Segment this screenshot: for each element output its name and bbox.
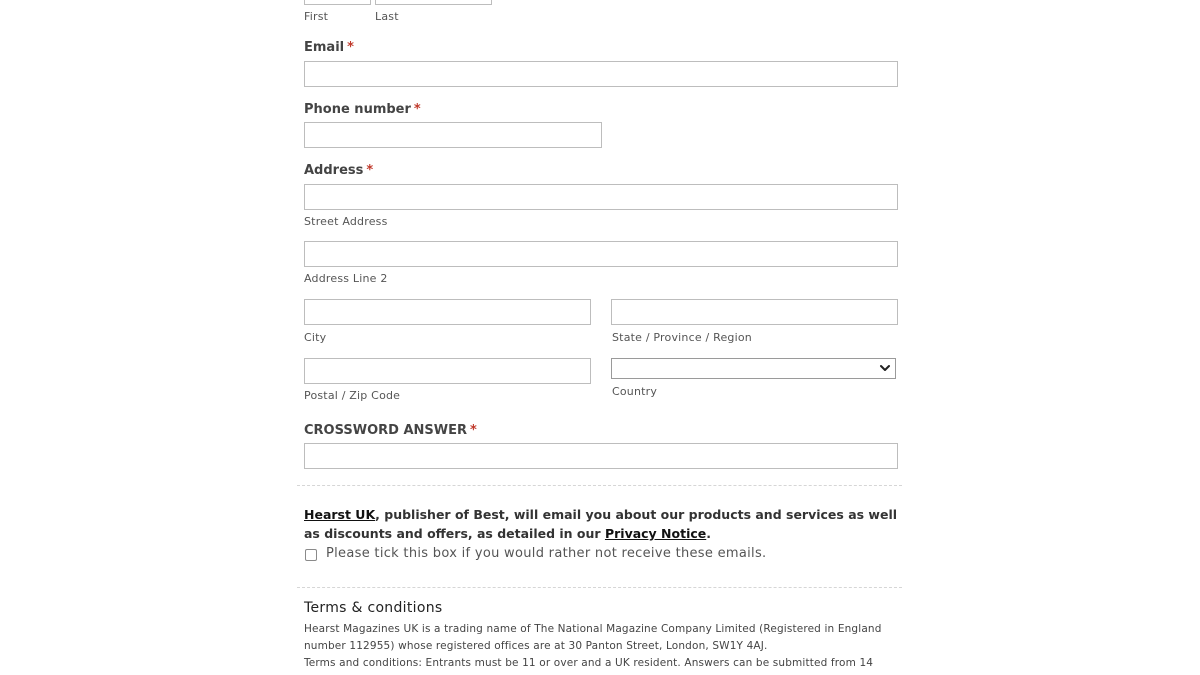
street-address-input[interactable] (304, 184, 898, 210)
required-asterisk: * (413, 102, 421, 117)
postal-code-sublabel: Postal / Zip Code (304, 389, 401, 402)
city-input[interactable] (304, 299, 591, 325)
consent-text-part1: , publisher of Best, will email you about our products and services as well as discounts and offers, as detailed in our (304, 507, 898, 541)
postal-code-input[interactable] (304, 358, 591, 384)
country-sublabel: Country (612, 385, 658, 398)
terms-body (304, 621, 894, 672)
address-label (304, 163, 373, 178)
crossword-answer-label (304, 423, 477, 438)
phone-input[interactable] (304, 122, 602, 148)
marketing-consent-text (304, 505, 904, 543)
state-sublabel: State / Province / Region (612, 331, 752, 344)
email-opt-out-checkbox[interactable] (305, 549, 317, 561)
city-sublabel: City (304, 331, 327, 344)
email-input[interactable] (304, 61, 898, 87)
privacy-notice-link[interactable]: Privacy Notice (604, 526, 707, 541)
first-name-input[interactable] (304, 0, 371, 5)
email-label (304, 40, 354, 55)
crossword-answer-input[interactable] (304, 443, 898, 469)
terms-line-2: Terms and conditions: Entrants must be 11 or over and a UK resident. Answers can be submitted from 14 (304, 657, 874, 669)
hearst-uk-link[interactable]: Hearst UK (304, 507, 376, 522)
crossword-answer-label-text: CROSSWORD ANSWER (304, 423, 467, 438)
address-line2-sublabel: Address Line 2 (304, 272, 388, 285)
required-asterisk: * (347, 40, 354, 55)
email-opt-out-label[interactable]: Please tick this box if you would rather not receive these emails. (326, 546, 767, 561)
first-name-sublabel: First (304, 10, 329, 23)
required-asterisk: * (366, 163, 374, 178)
terms-line-1: Hearst Magazines UK is a trading name of The National Magazine Company Limited (Registered in England number 112955) whose registered offices are at 30 Panton Street, London, SW1Y 4AJ. (304, 623, 882, 652)
last-name-input[interactable] (375, 0, 492, 5)
phone-label-text: Phone number (304, 102, 411, 117)
chevron-down-icon (879, 361, 891, 375)
street-address-sublabel: Street Address (304, 215, 388, 228)
address-line2-input[interactable] (304, 241, 898, 267)
required-asterisk: * (470, 423, 477, 438)
state-input[interactable] (611, 299, 898, 325)
address-label-text: Address (304, 163, 364, 178)
email-label-text: Email (304, 40, 345, 55)
country-select[interactable] (611, 358, 896, 379)
section-divider (297, 587, 902, 588)
terms-title: Terms & conditions (304, 600, 443, 616)
phone-label (304, 102, 421, 117)
section-divider (297, 485, 902, 486)
consent-text-part2: . (706, 526, 712, 541)
last-name-sublabel: Last (375, 10, 399, 23)
